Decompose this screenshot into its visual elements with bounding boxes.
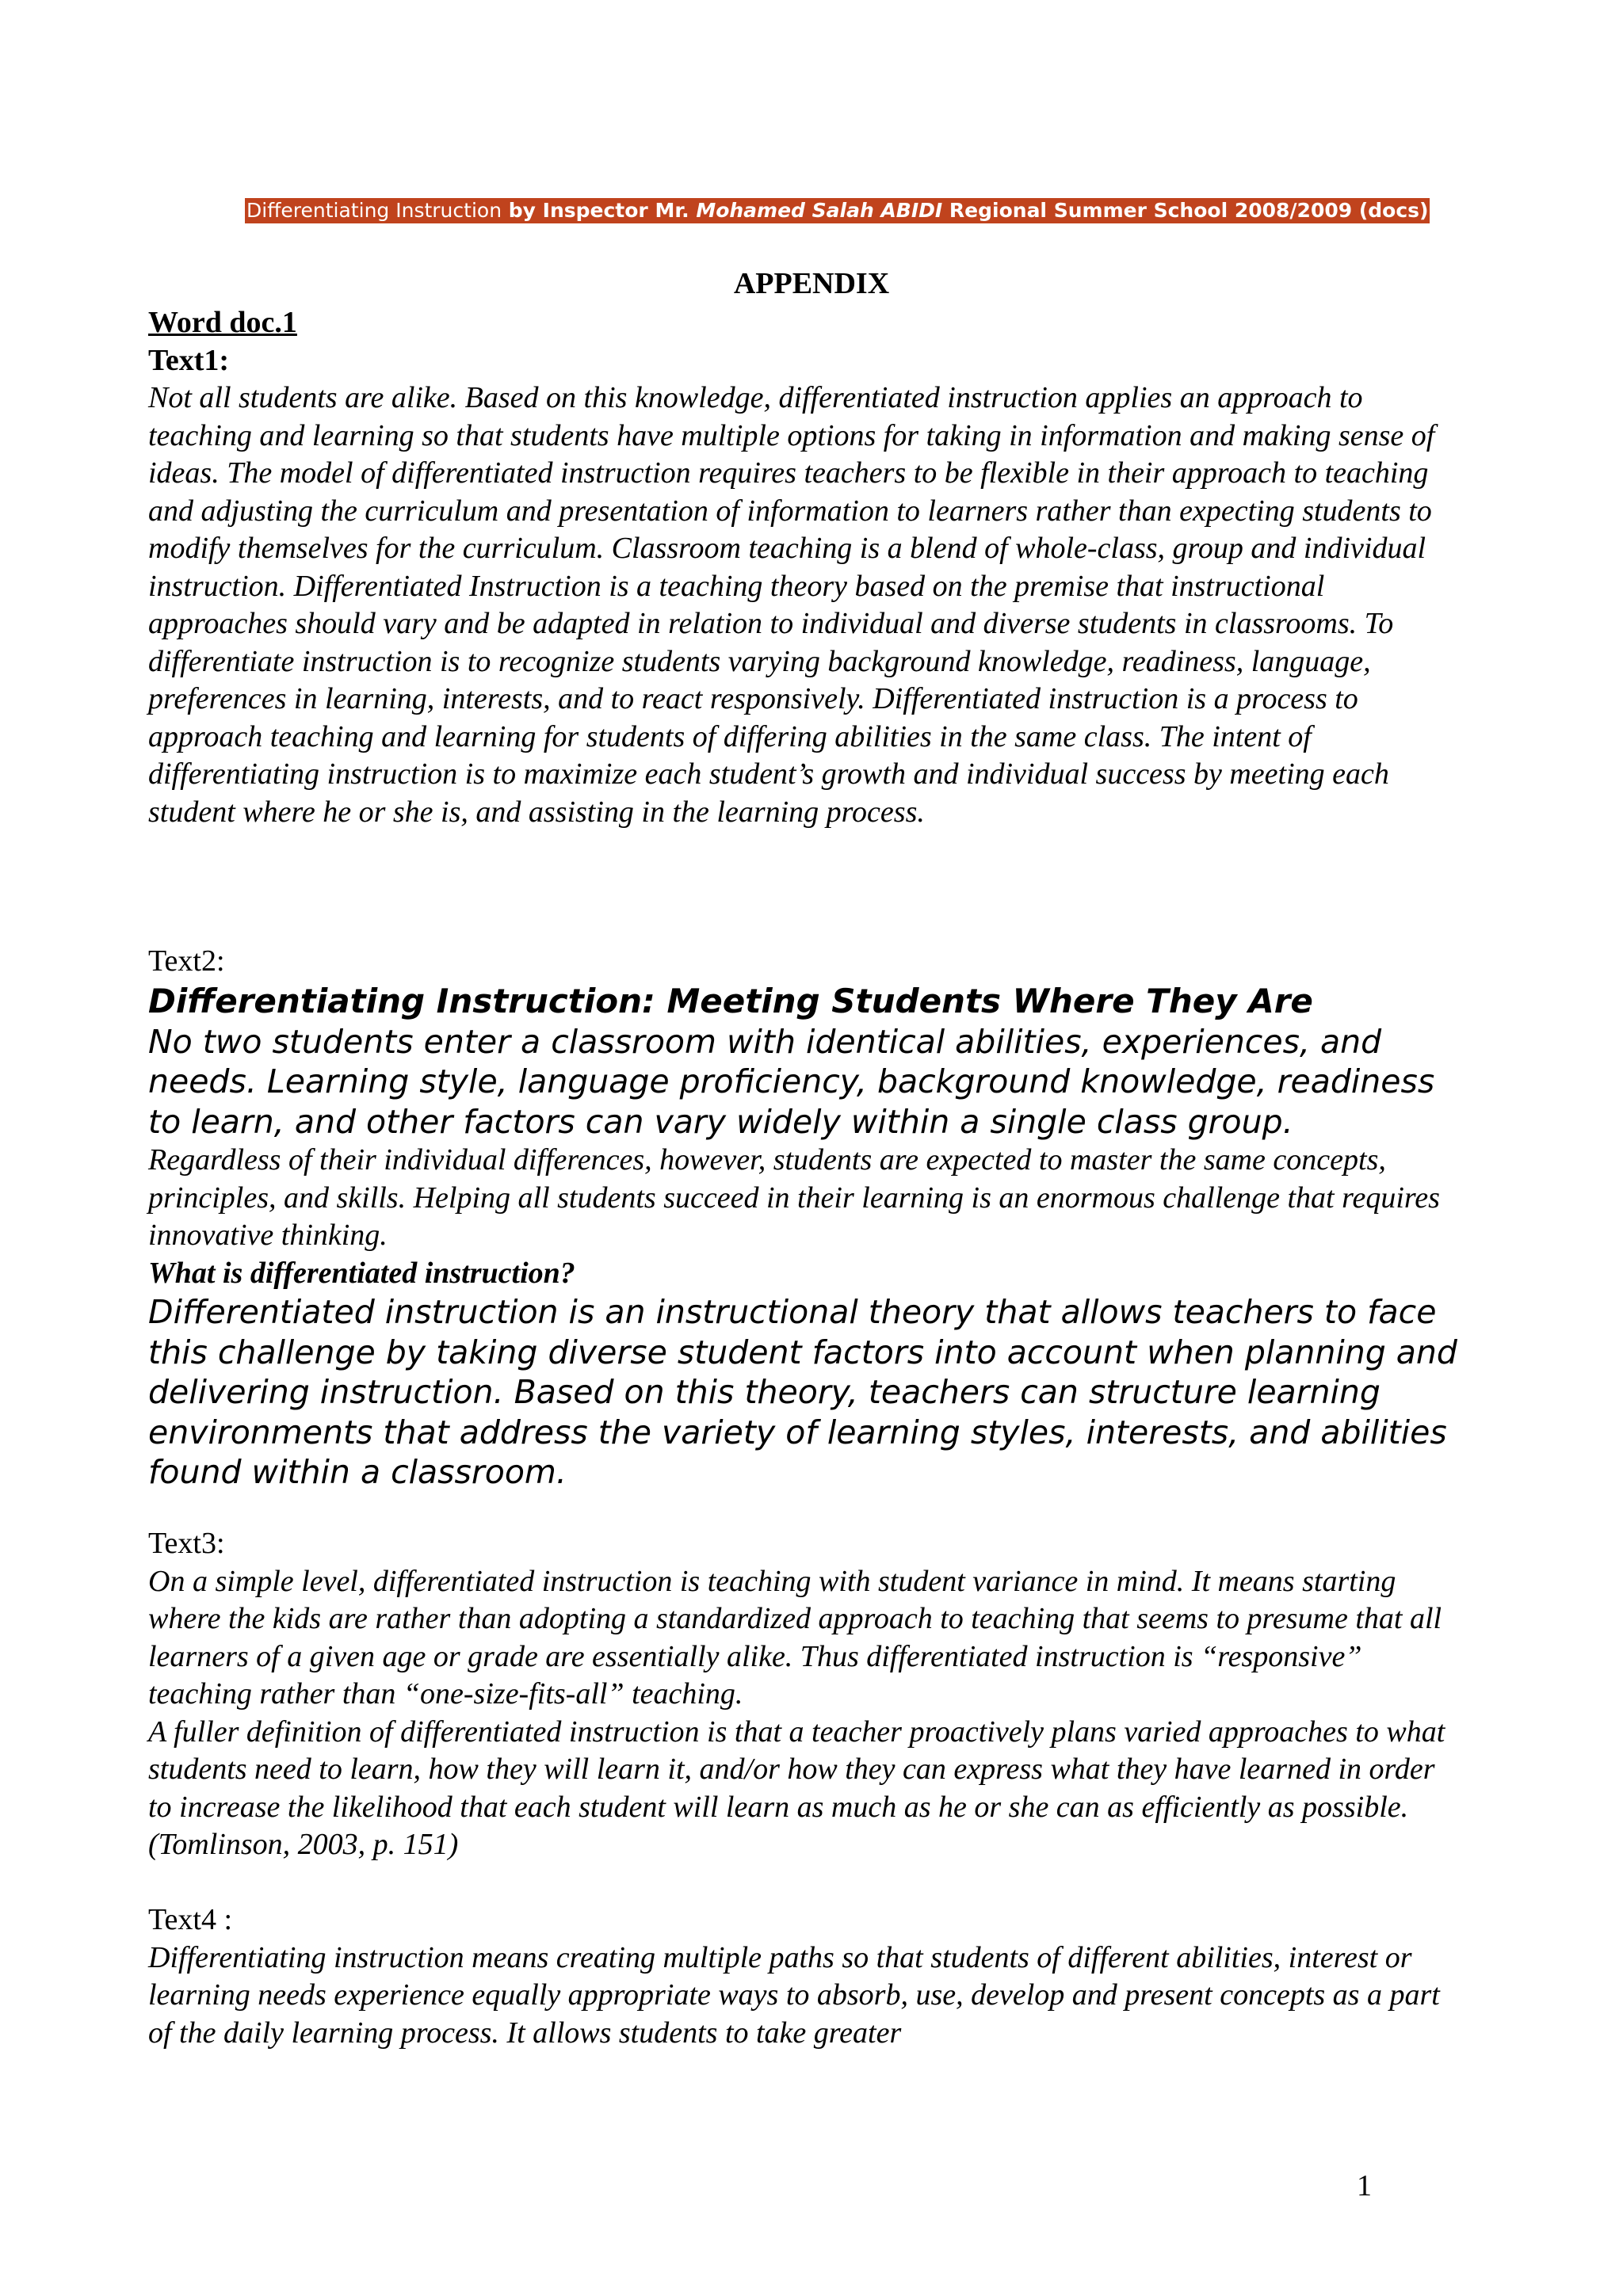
text3-section (148, 1525, 1464, 1864)
text2-question: What is differentiated instruction? (148, 1256, 575, 1290)
text4-body: Differentiating instruction means creating multiple paths so that students of different abilities, interest or learning needs experience equally appropriate ways to absorb, use, develop and present concepts as a part of the daily learning process. It allows students to take greater (148, 1940, 1440, 2050)
text4-label: Text4 : (148, 1903, 233, 1936)
text3-para1: On a simple level, differentiated instruction is teaching with student variance in mind. It means starting where the kids are rather than adopting a standardized approach to teaching that seems to presume that all learners of a given age or grade are essentially alike. Thus differentiated instruction is “responsive” teaching rather than “one-size-fits-all” teaching. (148, 1564, 1442, 1711)
text2-title: Differentiating Instruction: Meeting Students Where They Are (148, 981, 1313, 1020)
text3-para2: A fuller definition of differentiated instruction is that a teacher proactively plans varied approaches to what students need to learn, how they will learn it, and/or how they can express what they have learned in order to increase the likelihood that each student will learn as much as he or she can as efficiently as possible. (Tomlinson, 2003, p. 151) (148, 1714, 1445, 1861)
text2-answer: Differentiated instruction is an instructional theory that allows teachers to face this challenge by taking diverse student factors into account when planning and delivering instruction. Based on this theory, teachers can structure learning environments that address the variety of learning styles, interests, and abilities found within a classroom. (148, 1293, 1457, 1491)
word-doc-title: Word doc.1 (148, 306, 297, 339)
text3-label: Text3: (148, 1527, 225, 1560)
header-by: by Inspector Mr. (502, 199, 697, 222)
header-author: Mohamed Salah ABIDI (696, 199, 943, 222)
text2-label: Text2: (148, 944, 225, 978)
word-doc-section (148, 303, 1464, 831)
page-number: 1 (1357, 2169, 1372, 2203)
text2-body: Regardless of their individual differences, however, students are expected to master the same concepts, principles, and skills. Helping all students succeed in their learning is an enormous challenge that requires innovative thinking. (148, 1143, 1440, 1252)
header-school: Regional Summer School 2008/2009 (docs) (942, 199, 1429, 222)
page-header-banner (245, 198, 1430, 223)
appendix-title: APPENDIX (733, 267, 890, 300)
text1-body: Not all students are alike. Based on this knowledge, differentiated instruction applies an approach to teaching and learning so that students have multiple options for taking in information and making sense of ideas. The model of differentiated instruction requires teachers to be flexible in their approach to teaching and adjusting the curriculum and presentation of information to learners rather than expecting students to modify themselves for the curriculum. Classroom teaching is a blend of whole-class, group and individual instruction. Differentiated Instruction is a teaching theory based on the premise that instructional approaches should vary and be adapted in relation to individual and diverse students in classrooms. To differentiate instruction is to recognize students varying background knowledge, readiness, language, preferences in learning, interests, and to react responsively. Differentiated instruction is a process to approach teaching and learning for students of differing abilities in the same class. The intent of differentiating instruction is to maximize each student’s growth and individual success by meeting each student where he or she is, and assisting in the learning process. (148, 381, 1435, 829)
text2-intro: No two students enter a classroom with identical abilities, experiences, and needs. Learning style, language proficiency, background knowledge, readiness to learn, and other factors can vary widely within a single class group. (148, 1022, 1435, 1141)
text1-label: Text1: (148, 344, 230, 377)
header-title: Differentiating Instruction (246, 199, 502, 222)
text2-section (148, 943, 1464, 1493)
text4-section (148, 1901, 1464, 2052)
